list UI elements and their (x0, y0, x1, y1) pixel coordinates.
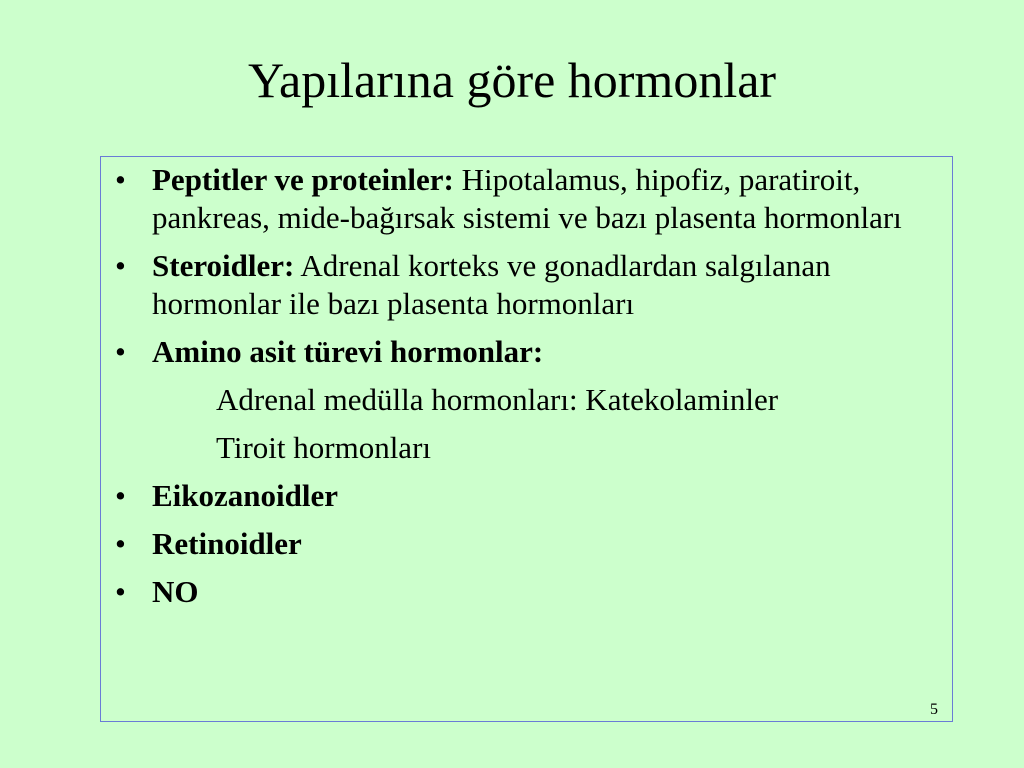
list-item-no (101, 573, 952, 611)
list-item-amino-acid (101, 333, 952, 371)
sub-line-adrenal-medulla: Adrenal medülla hormonları: Katekolaminler (216, 382, 779, 417)
bullet-icon: • (115, 478, 126, 513)
bullet-icon: • (115, 334, 126, 369)
content-box (100, 156, 953, 722)
bullet-text: Hipotalamus, hipofiz, paratiroit, pankreas, mide-bağırsak sistemi ve bazı plasenta hormonları (152, 162, 902, 235)
bullet-heading: Amino asit türevi hormonlar: (152, 334, 544, 369)
bullet-icon: • (115, 248, 126, 283)
bullet-heading: Steroidler: (152, 248, 295, 283)
bullet-heading: NO (152, 574, 199, 609)
list-item-steroids (101, 247, 952, 323)
bullet-icon: • (115, 574, 126, 609)
bullet-list (101, 161, 952, 621)
bullet-icon: • (115, 526, 126, 561)
bullet-heading: Eikozanoidler (152, 478, 339, 513)
bullet-heading: Retinoidler (152, 526, 302, 561)
bullet-text: Adrenal korteks ve gonadlardan salgılanan hormonlar ile bazı plasenta hormonları (152, 248, 831, 321)
list-item-eicosanoids (101, 477, 952, 515)
page-number: 5 (930, 701, 938, 718)
slide-title: Yapılarına göre hormonlar (247, 52, 777, 108)
bullet-heading: Peptitler ve proteinler: (152, 162, 454, 197)
sub-line-thyroid: Tiroit hormonları (216, 430, 432, 465)
bullet-icon: • (115, 162, 126, 197)
list-item-retinoids (101, 525, 952, 563)
list-item-peptides (101, 161, 952, 237)
